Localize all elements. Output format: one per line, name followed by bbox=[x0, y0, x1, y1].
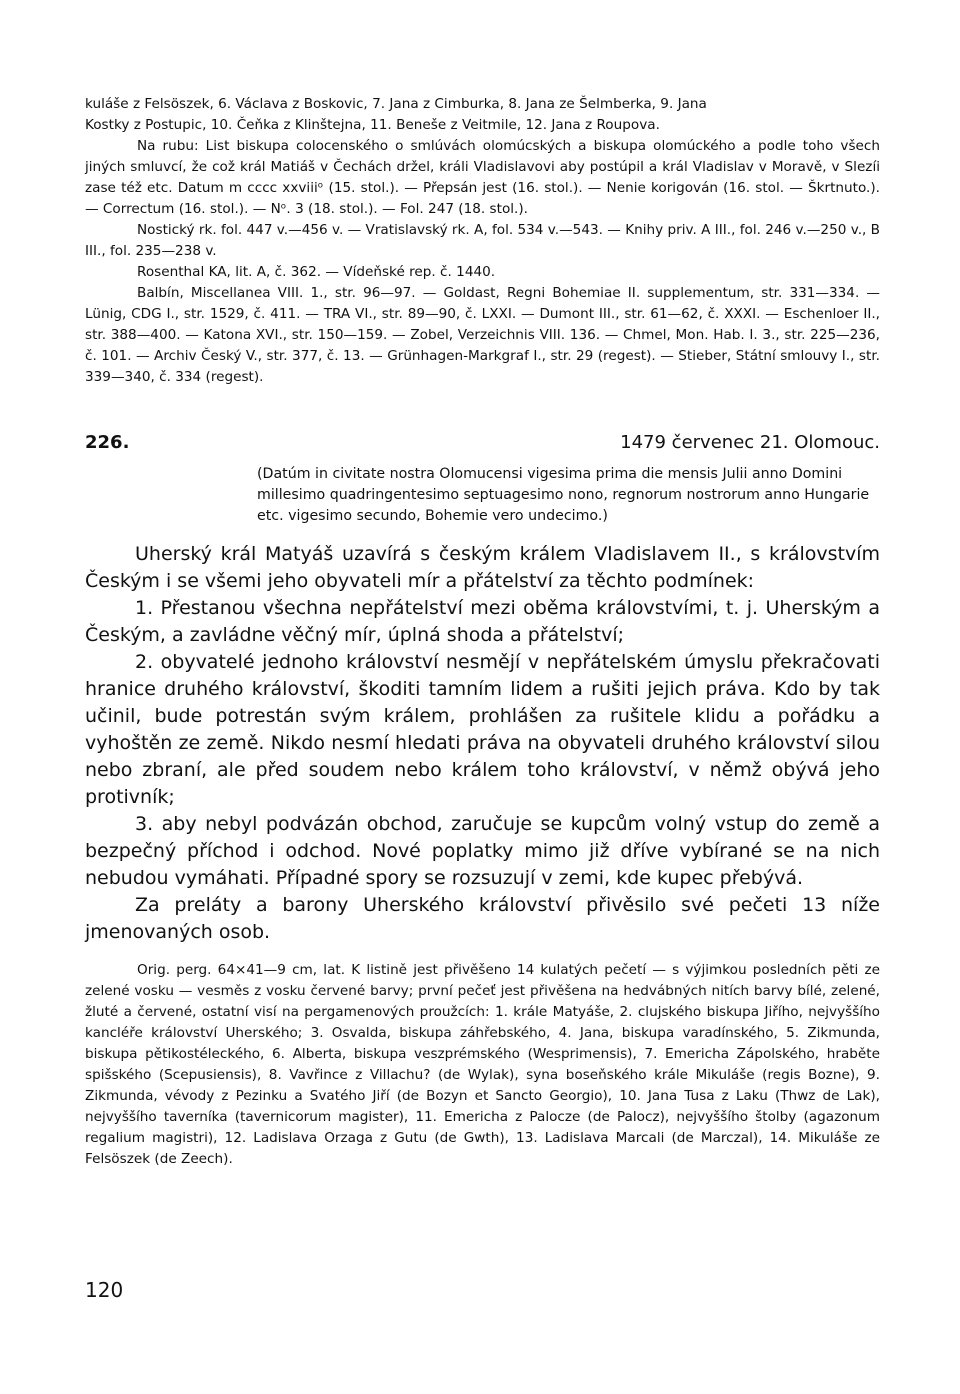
regest-summary: Uherský král Matyáš uzavírá s českým králem Vladislavem II., s královstvím Českým i se všemi jeho obyvateli mír a přátelství za těchto podmínek: bbox=[85, 543, 880, 593]
seal-statement: Za preláty a barony Uherského království přivěsilo své pečeti 13 níže jmenovaných osob. bbox=[85, 894, 880, 944]
intro-line: Kostky z Postupic, 10. Čeňka z Klinštejna, 11. Beneše z Veitmile, 12. Jana z Roupova. bbox=[85, 117, 660, 133]
entry-number: 226. bbox=[85, 432, 130, 453]
rubrum-note: Na rubu: List biskupa colocenského o smlúvách olomúcských a biskupa olomúckého a podle toho všech jiných smluvcí, že což král Matiáš v Čechách držel, králi Vladislavovi aby postúpil a král Vladislav v Moravě, v Slezíi zase též etc. Datum m cccc xxviiiᵒ (15. stol.). — Přepsán jest (16. stol.). — Nenie korigován (16. stol. — Škrtnuto.). — Correctum (16. stol.). — Nᵒ. 3 (18. stol.). — Fol. 247 (18. stol.). bbox=[85, 138, 880, 217]
intro-line: kuláše z Felsöszek, 6. Václava z Boskovic, 7. Jana z Cimburka, 8. Jana ze Šelmberka, 9. Jana bbox=[85, 96, 707, 112]
condition-item: 1. Přestanou všechna nepřátelství mezi oběma královstvími, t. j. Uherským a Českým, a zavládne věčný mír, úplná shoda a přátelství; bbox=[85, 597, 880, 647]
page-number: 120 bbox=[85, 1278, 124, 1302]
original-description: Orig. perg. 64×41—9 cm, lat. K listině jest přivěšeno 14 kulatých pečetí — s výjimkou posledních pěti ze zelené vosku — vesměs z vosku červené barvy; první pečeť jest přivěšena na hedvábných nitích barvy bílé, zelené, žluté a červené, ostatní visí na pergamenových proužcích: 1. krále Matyáše, 2. clujského biskupa Jiřího, nejvyššího kancléře království Uherského; 3. Osvalda, biskupa záhřebského, 4. Jana, biskupa varadínského, 5. Zikmunda, biskupa pětikostéleckého, 6. Alberta, biskupa veszprémského (Wesprimensis), 7. Emericha Zápolského, hraběte spišského (Scepusiensis), 8. Vavřince z Villachu? (de Wylak), syna boseňského krále Mikuláše (regis Bozne), 9. Zikmunda, vévody z Pezinku a Svatého Jiří (de Bozyn et Sancto Georgio), 10. Jana Tusa z Laku (Thwz de Lak), nejvyššího taverníka (tavernicorum magister), 11. Emericha z Palocze (de Palocz), nejvyššího štolby (agazonum regalium magistri), 12. Ladislava Orzaga z Gutu (de Gwth), 13. Ladislava Marcali (de Marczal), 14. Mikuláše ze Felsöszek (de Zeech). bbox=[85, 962, 880, 1168]
edition-references: Balbín, Miscellanea VIII. 1., str. 96—97. — Goldast, Regni Bohemiae II. supplementum, str. 331—334. — Lünig, CDG I., str. 1529, č. 411. — TRA VI., str. 89—90, č. LXXI. — Dumont III., str. 61—62, č. XXXI. — Eschenloer II., str. 388—400. — Katona XVI., str. 150—159. — Zobel, Verzeichnis VIII. 136. — Chmel, Mon. Hab. I. 3., str. 225—236, č. 101. — Archiv Český V., str. 377, č. 13. — Grünhagen-Markgraf I., str. 29 (regest). — Stieber, Státní smlouvy I., str. 339—340, č. 334 (regest). bbox=[85, 285, 880, 385]
intro-text bbox=[85, 94, 880, 136]
register-references: Rosenthal KA, lit. A, č. 362. — Vídeňské rep. č. 1440. bbox=[137, 264, 496, 280]
datum-clause: (Datúm in civitate nostra Olomucensi vigesima prima die mensis Julii anno Domini millesimo quadringentesimo septuagesimo nono, regnorum nostrorum anno Hungarie etc. vigesimo secundo, Bohemie vero undecimo.) bbox=[257, 466, 870, 524]
condition-item: 3. aby nebyl podvázán obchod, zaručuje se kupcům volný vstup do země a bezpečný příchod i odchod. Nové poplatky mimo již dříve vybírané se na nich nebudou vymáhati. Případné spory se rozsuzují v zemi, kde kupec přebývá. bbox=[85, 813, 880, 890]
entry-date-place: 1479 červenec 21. Olomouc. bbox=[620, 432, 880, 453]
page-content bbox=[85, 94, 880, 1170]
condition-item: 2. obyvatelé jednoho království nesmějí v nepřátelském úmyslu překračovati hranice druhého království, škoditi tamním lidem a rušiti jejich práva. Kdo by tak učinil, bude potrestán svým králem, prohlášen za rušitele klidu a pořádku a vyhoštěn ze země. Nikdo nesmí hledati práva na obyvateli druhého království silou nebo zbraní, ale před soudem nebo králem toho království, v němž obývá jeho protivník; bbox=[85, 651, 880, 809]
manuscript-references: Nostický rk. fol. 447 v.—456 v. — Vratislavský rk. A, fol. 534 v.—543. — Knihy priv. A III., fol. 246 v.—250 v., B III., fol. 235—238 v. bbox=[85, 222, 880, 259]
entry-header bbox=[85, 432, 880, 462]
intro-block bbox=[85, 94, 880, 388]
